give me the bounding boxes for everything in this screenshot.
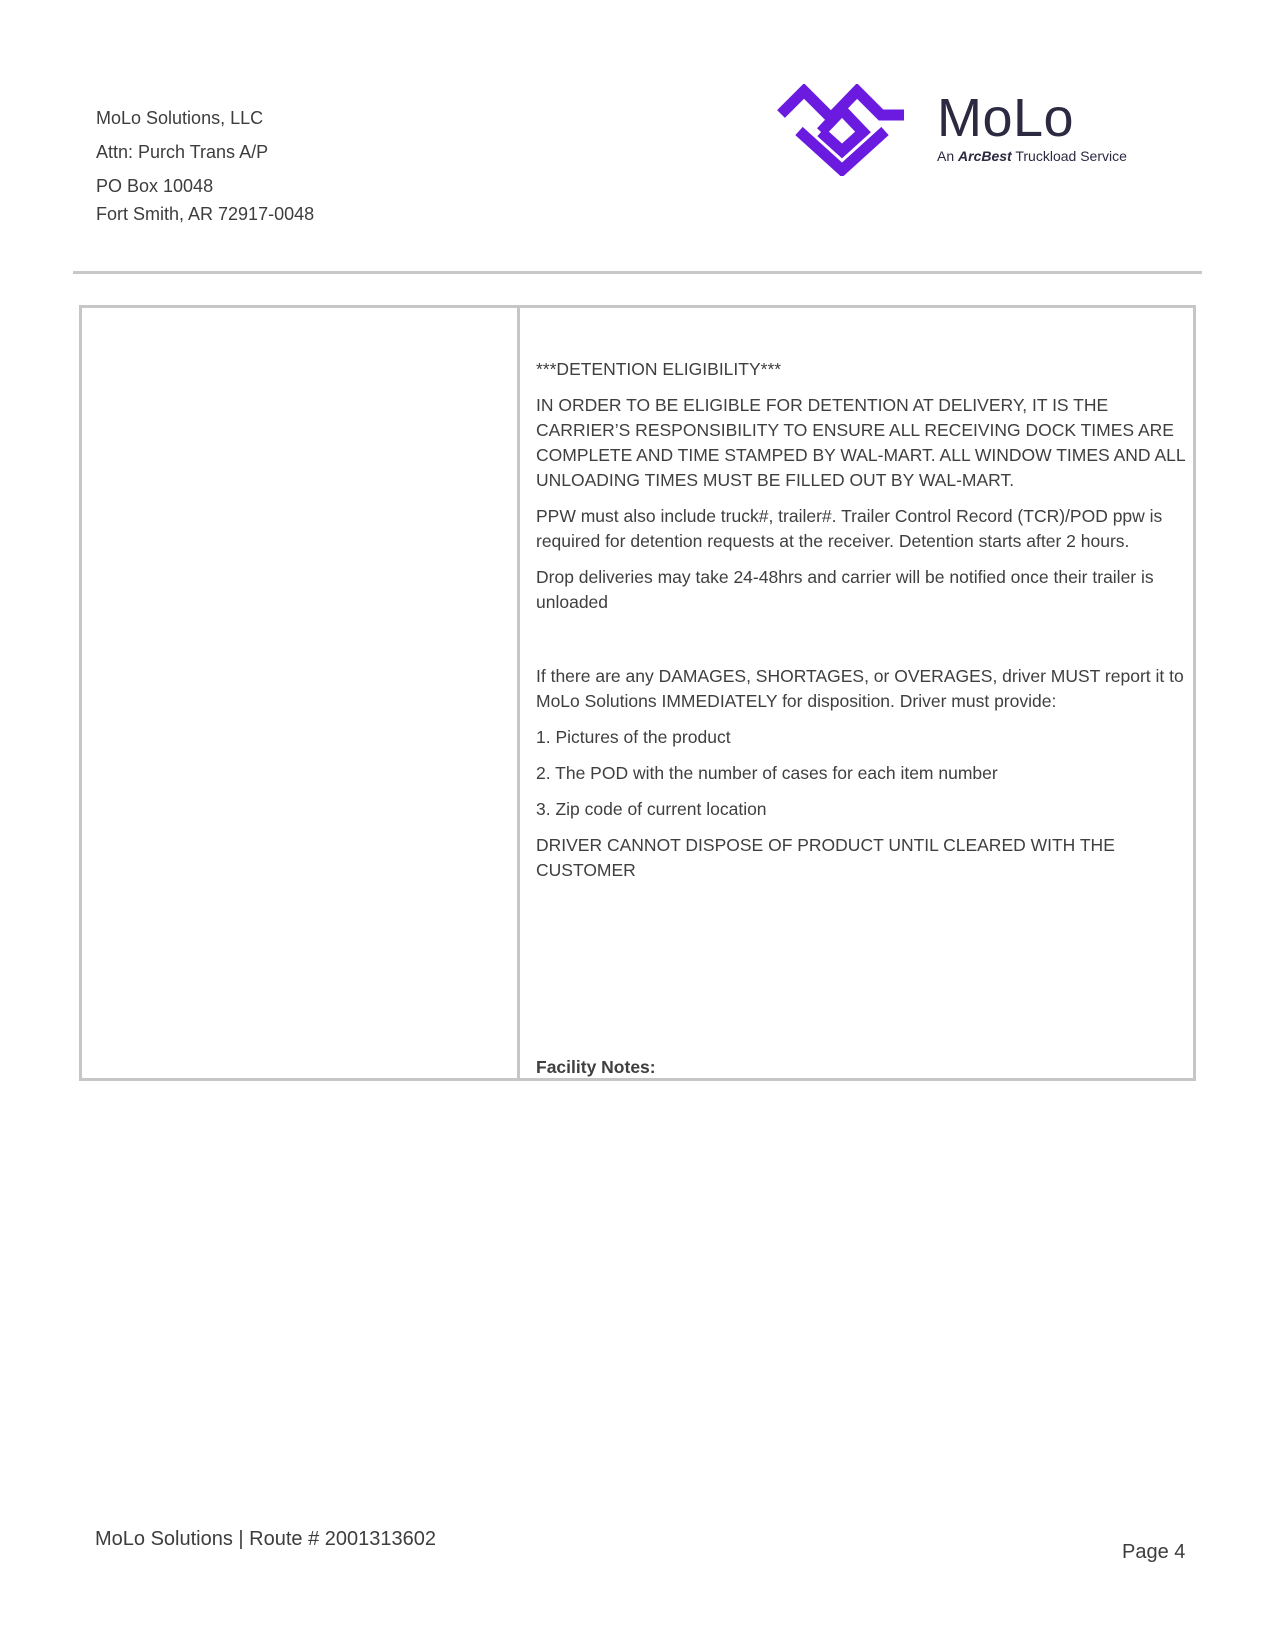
address-line-city: Fort Smith, AR 72917-0048 bbox=[96, 204, 315, 224]
dispose-note: DRIVER CANNOT DISPOSE OF PRODUCT UNTIL CLEARED WITH THE CUSTOMER bbox=[536, 835, 1115, 880]
logo-wordmark: MoLo bbox=[937, 88, 1075, 148]
address-line-company: MoLo Solutions, LLC bbox=[96, 108, 264, 128]
logo-tag-suffix: Truckload Service bbox=[1015, 148, 1127, 164]
molo-chevron-icon bbox=[775, 84, 910, 176]
notes-column-divider bbox=[517, 305, 520, 1081]
logo-tag-brand: ArcBest bbox=[958, 148, 1012, 164]
molo-logo bbox=[775, 84, 1155, 176]
logo-tagline bbox=[937, 148, 1127, 164]
header-divider bbox=[73, 271, 1202, 274]
notes-column bbox=[536, 357, 1186, 883]
ppw-note: PPW must also include truck#, trailer#. Trailer Control Record (TCR)/POD ppw is required for detention requests at the receiver. Detention starts after 2 hours. bbox=[536, 506, 1163, 551]
damages-note: If there are any DAMAGES, SHORTAGES, or OVERAGES, driver MUST report it to MoLo Solutions IMMEDIATELY for disposition. Driver must provide: bbox=[536, 666, 1184, 711]
footer-route: MoLo Solutions | Route # 2001313602 bbox=[95, 1528, 437, 1550]
facility-notes-label: Facility Notes: bbox=[536, 1057, 656, 1077]
address-line-attn: Attn: Purch Trans A/P bbox=[96, 142, 269, 162]
page-number: Page 4 bbox=[1122, 1541, 1186, 1563]
detention-body: IN ORDER TO BE ELIGIBLE FOR DETENTION AT DELIVERY, IT IS THE CARRIER’S RESPONSIBILITY TO ENSURE ALL RECEIVING DOCK TIMES ARE COMPLETE AND TIME STAMPED BY WAL-MART. ALL WINDOW TIMES AND ALL UNLOADING TIMES MUST BE FILLED OUT BY WAL-MART. bbox=[536, 395, 1185, 490]
list-item: 2. The POD with the number of cases for each item number bbox=[536, 763, 998, 783]
drop-note: Drop deliveries may take 24-48hrs and carrier will be notified once their trailer is unloaded bbox=[536, 567, 1154, 612]
list-item: 1. Pictures of the product bbox=[536, 727, 731, 747]
detention-title: ***DETENTION ELIGIBILITY*** bbox=[536, 359, 782, 379]
logo-tag-prefix: An bbox=[937, 148, 955, 164]
list-item: 3. Zip code of current location bbox=[536, 799, 767, 819]
address-line-pobox: PO Box 10048 bbox=[96, 176, 214, 196]
